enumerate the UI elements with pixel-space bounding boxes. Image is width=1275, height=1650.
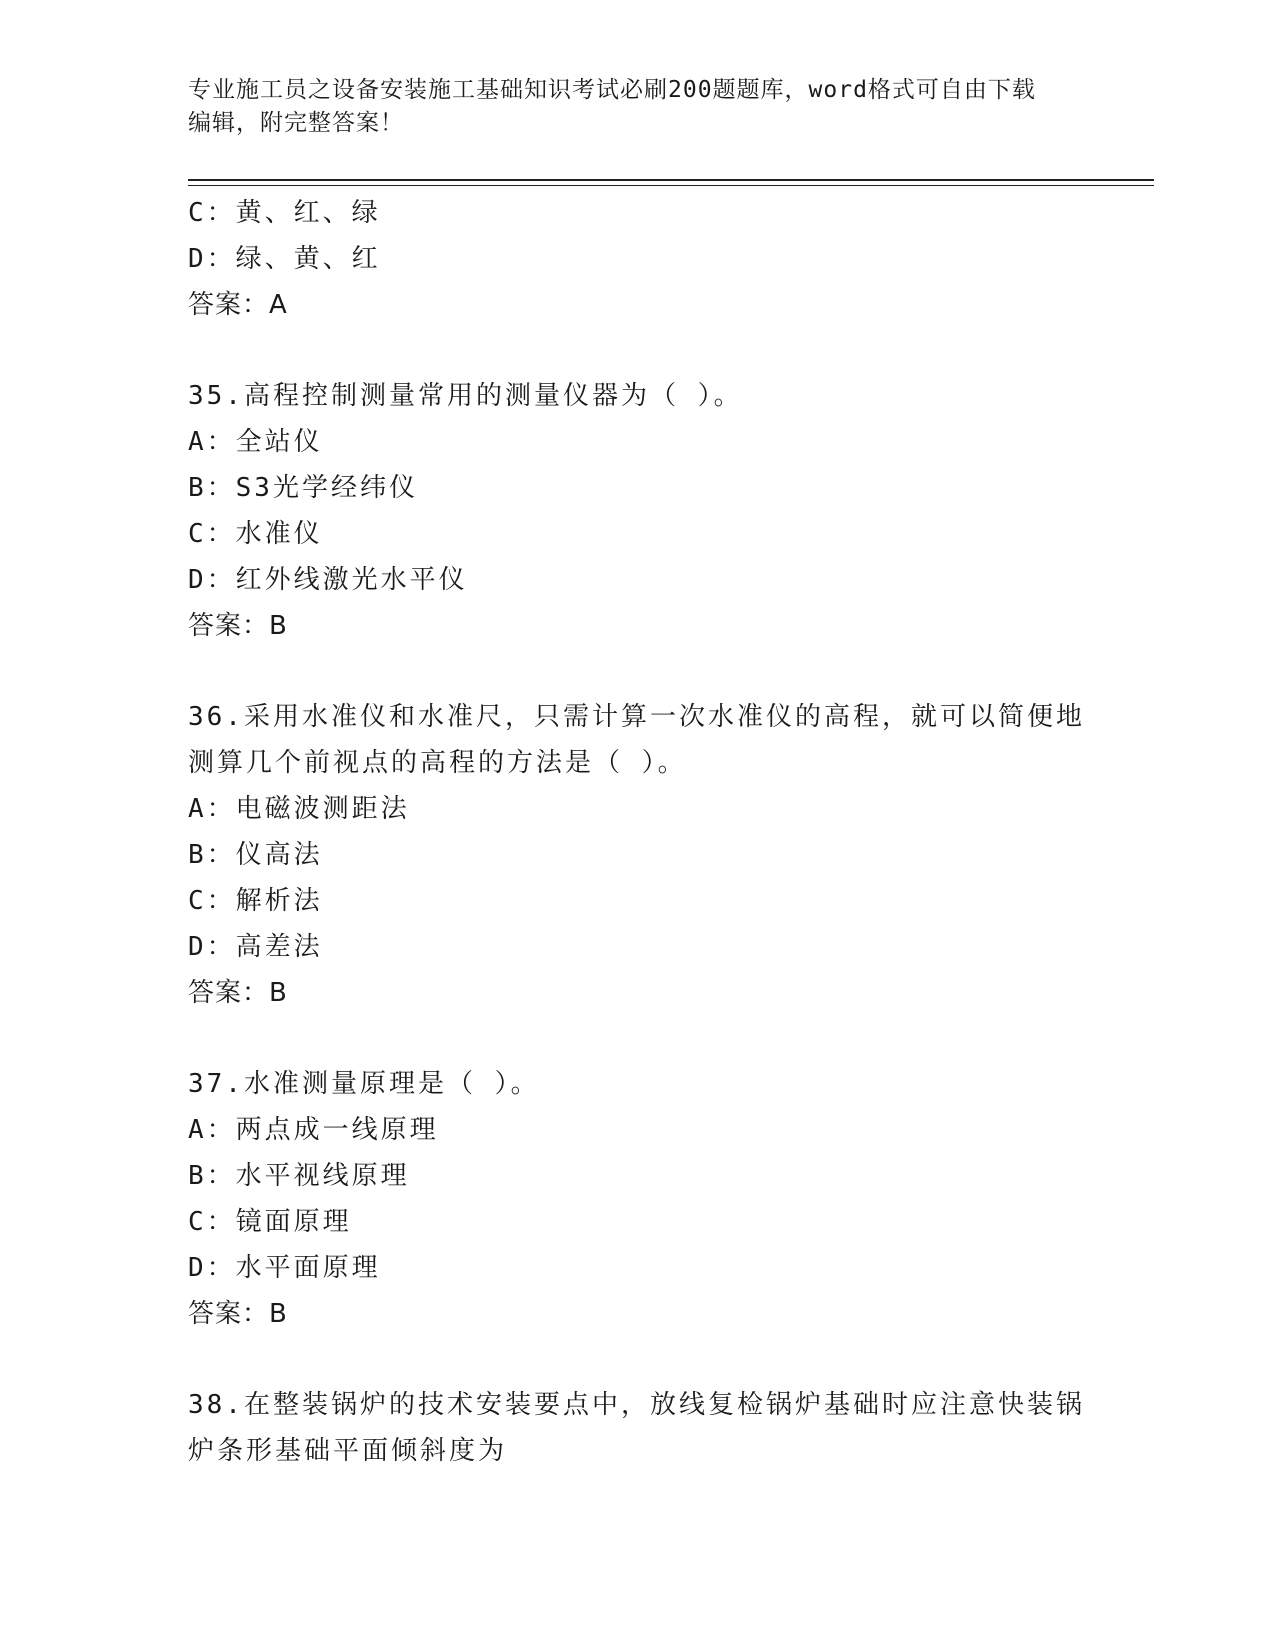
header-divider-thin bbox=[188, 185, 1154, 186]
header-line-2: 编辑，附完整答案！ bbox=[188, 110, 404, 136]
option-c: C：黄、红、绿 bbox=[188, 198, 381, 228]
option-d: D：红外线激光水平仪 bbox=[188, 565, 468, 595]
question-block-37 bbox=[188, 1061, 1088, 1337]
option-a: A：电磁波测距法 bbox=[188, 794, 410, 824]
option-a: A：两点成一线原理 bbox=[188, 1115, 439, 1145]
question-title-line-1: 38.在整装锅炉的技术安装要点中，放线复检锅炉基础时应注意快装锅 bbox=[188, 1390, 1085, 1420]
header-divider-thick bbox=[188, 179, 1154, 181]
question-title-line-1: 36.采用水准仪和水准尺，只需计算一次水准仪的高程，就可以简便地 bbox=[188, 702, 1085, 732]
option-b: B：水平视线原理 bbox=[188, 1161, 410, 1191]
option-a: A：全站仪 bbox=[188, 427, 323, 457]
question-title: 35.高程控制测量常用的测量仪器为（ ）。 bbox=[188, 381, 743, 411]
option-b: B：仪高法 bbox=[188, 840, 323, 870]
answer-line: 答案：B bbox=[188, 611, 288, 641]
option-d: D：绿、黄、红 bbox=[188, 244, 381, 274]
question-title-line-2: 测算几个前视点的高程的方法是（ ）。 bbox=[188, 748, 687, 778]
option-c: C：镜面原理 bbox=[188, 1207, 352, 1237]
option-d: D：水平面原理 bbox=[188, 1253, 381, 1283]
question-block-38 bbox=[188, 1382, 1088, 1474]
question-block-36 bbox=[188, 694, 1088, 1016]
option-c: C：水准仪 bbox=[188, 519, 323, 549]
option-d: D：高差法 bbox=[188, 932, 323, 962]
question-title-line-2: 炉条形基础平面倾斜度为 bbox=[188, 1436, 508, 1466]
question-title: 37.水准测量原理是（ ）。 bbox=[188, 1069, 540, 1099]
option-b: B：S3光学经纬仪 bbox=[188, 473, 418, 503]
question-block-35 bbox=[188, 373, 1088, 649]
document-header bbox=[188, 74, 1068, 140]
answer-line: 答案：B bbox=[188, 1299, 288, 1329]
answer-line: 答案：B bbox=[188, 978, 288, 1008]
question-block-partial bbox=[188, 190, 1088, 328]
option-c: C：解析法 bbox=[188, 886, 323, 916]
answer-line: 答案：A bbox=[188, 290, 288, 320]
question-list bbox=[188, 190, 1088, 1474]
header-line-1: 专业施工员之设备安装施工基础知识考试必刷200题题库，word格式可自由下载 bbox=[188, 77, 1036, 103]
